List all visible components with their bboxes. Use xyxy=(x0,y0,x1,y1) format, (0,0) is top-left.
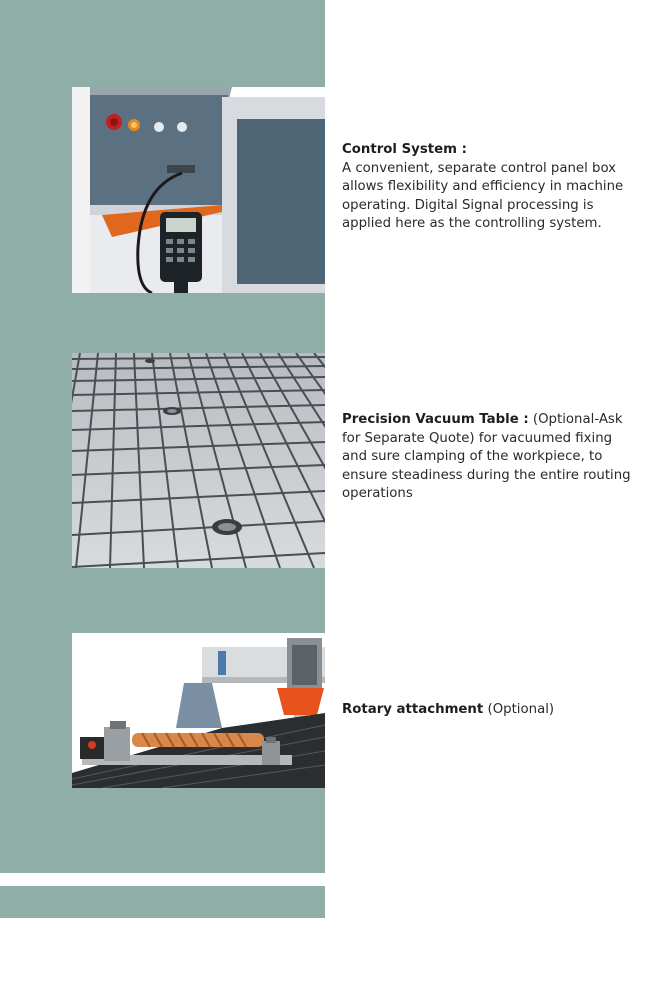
rotary-attachment-description xyxy=(342,701,632,720)
control-system-title: Control System : xyxy=(342,142,467,157)
control-system-body: A convenient, separate control panel box allows flexibility and efficiency in machine operating. Digital Signal processing is applied here as the controlling system. xyxy=(342,160,624,231)
vacuum-table-photo xyxy=(72,353,325,568)
rotary-attachment-body: (Optional) xyxy=(487,702,555,717)
control-system-description xyxy=(342,141,632,234)
rotary-attachment-photo xyxy=(72,633,325,788)
vacuum-table-description xyxy=(342,411,632,504)
control-system-photo xyxy=(72,87,325,293)
vacuum-table-body: (Optional-Ask for Separate Quote) for vacuumed fixing and sure clamping of the workpiece, to ensure steadiness during the entire routing operations xyxy=(342,412,631,501)
rotary-attachment-title: Rotary attachment xyxy=(342,702,484,717)
bottom-color-stripe xyxy=(0,886,325,918)
vacuum-table-title: Precision Vacuum Table : xyxy=(342,412,529,427)
